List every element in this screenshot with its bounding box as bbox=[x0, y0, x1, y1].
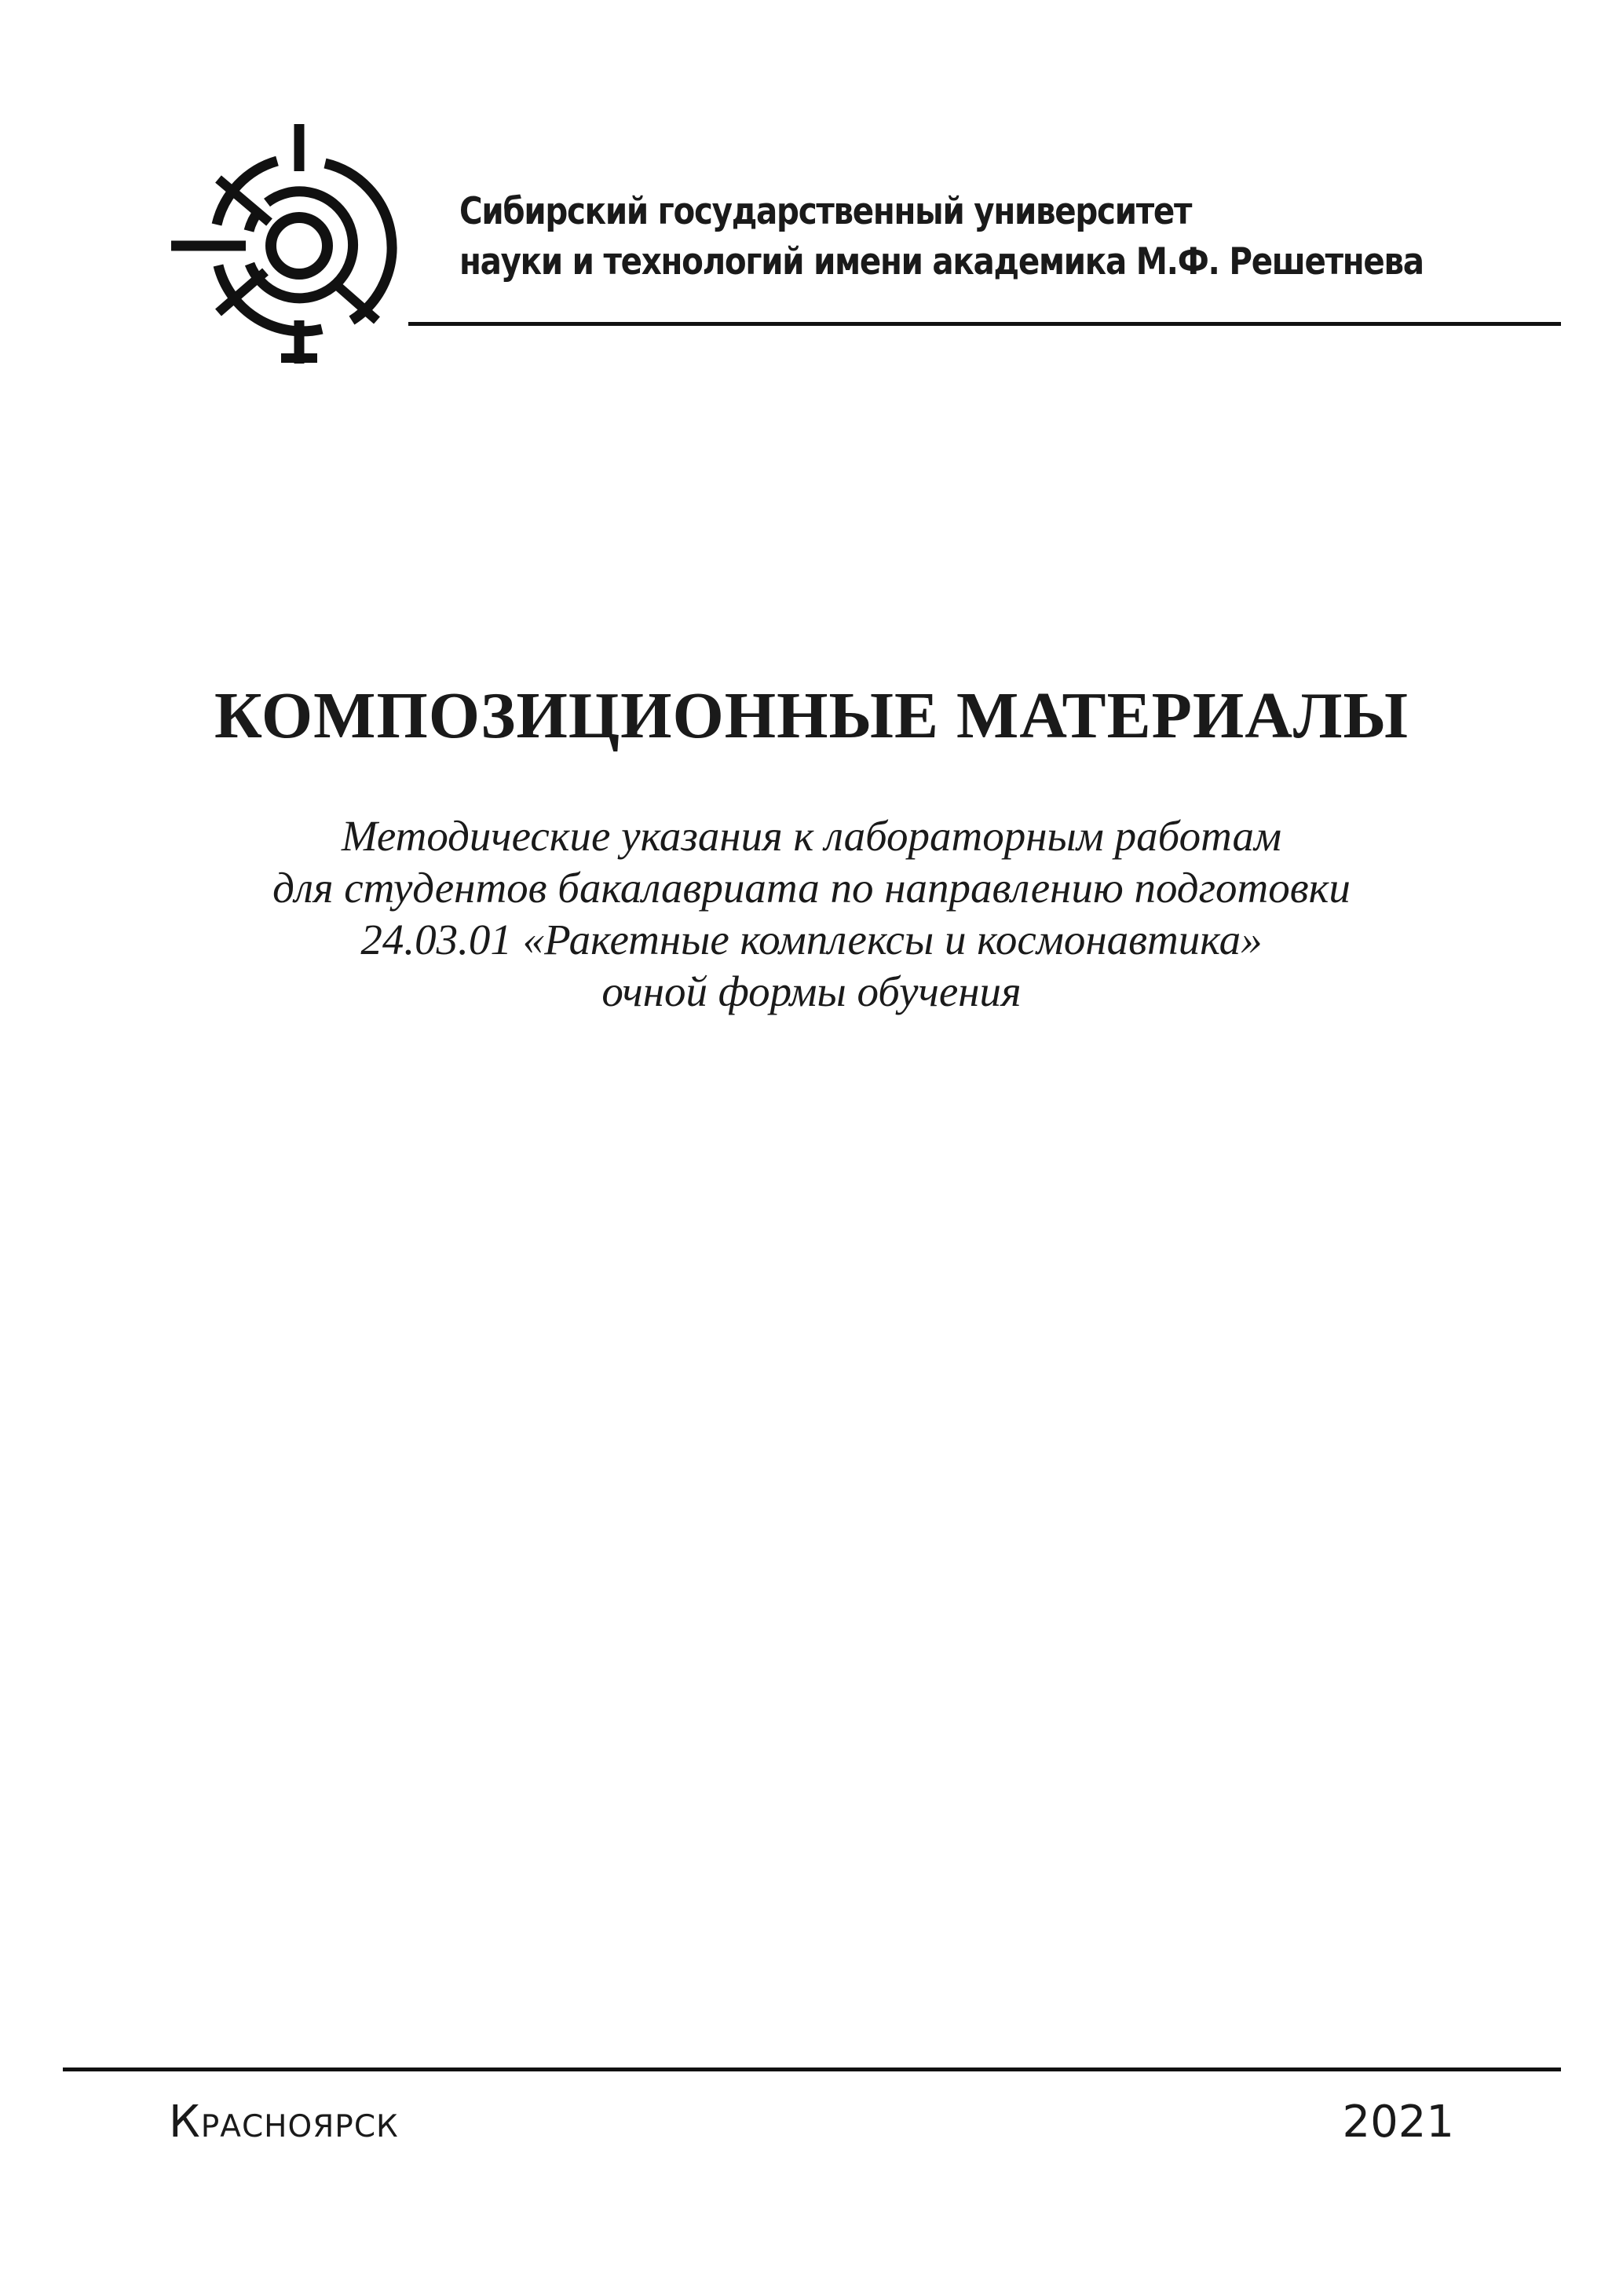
document-subtitle bbox=[0, 810, 1623, 1018]
subtitle-line-3: 24.03.01 «Ракетные комплексы и космонавтика» bbox=[360, 916, 1263, 963]
publication-year: 2021 bbox=[1342, 2097, 1454, 2148]
sibsau-emblem-icon bbox=[171, 124, 407, 364]
subtitle-line-4: очной формы обучения bbox=[601, 967, 1022, 1015]
subtitle-line-2: для студентов бакалавриата по направлению подготовки bbox=[272, 864, 1351, 912]
publication-city: Красноярск bbox=[169, 2097, 399, 2148]
university-name-line-1: Сибирский государственный университет bbox=[459, 190, 1192, 233]
footer-divider bbox=[63, 2067, 1561, 2071]
subtitle-line-1: Методические указания к лабораторным работам bbox=[341, 812, 1282, 860]
document-title: КОМПОЗИЦИОННЫЕ МАТЕРИАЛЫ bbox=[214, 679, 1409, 752]
university-name-line-2: науки и технологий имени академика М.Ф. Решетнева bbox=[459, 240, 1424, 283]
university-name bbox=[459, 187, 1424, 287]
header-divider bbox=[408, 322, 1561, 326]
